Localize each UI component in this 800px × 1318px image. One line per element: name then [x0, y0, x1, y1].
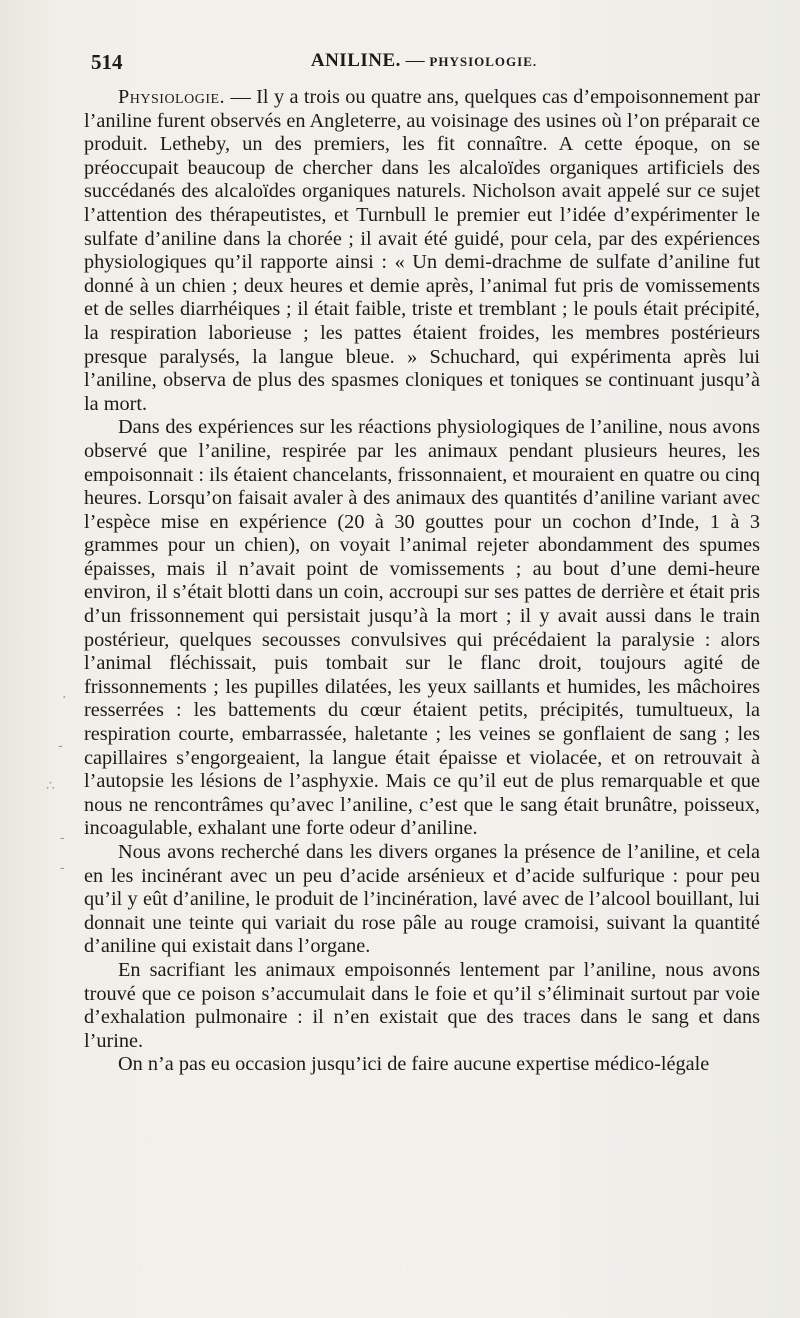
running-title: [88, 50, 760, 72]
paragraph-text: — Il y a trois ou quatre ans, quelques cas d’empoisonnement par l’aniline furent observés en Angleterre, au voisinage des usines où l’on préparait ce produit. Letheby, un des premiers, les fit connaître. A cette époque, on se préoccupait beaucoup de chercher dans les alcaloïdes organiques artificiels des succédanés des alcaloïdes organiques naturels. Nicholson avait appelé sur ce sujet l’attention des thérapeutistes, et Turnbull le premier eut l’idée d’expérimenter le sulfate d’aniline dans la chorée ; il avait été guidé, pour cela, par des expériences physiologiques qu’il rapporte ainsi : « Un demi-drachme de sulfate d’aniline fut donné à un chien ; deux heures et demie après, l’animal fut pris de vomissements et de selles diarrhéiques ; il était faible, triste et tremblant ; le pouls était précipité, la respiration laborieuse ; les pattes étaient froides, les membres postérieurs presque paralysés, la langue bleue. » Schuchard, qui expérimenta après lui l’aniline, observa de plus des spasmes cloniques et toniques se continuant jusqu’à la mort.: [84, 86, 760, 415]
paragraph-physiologie: [84, 86, 760, 416]
speck-mark: -: [58, 738, 63, 754]
body-text: [84, 86, 760, 1077]
paragraph-expertise: On n’a pas eu occasion jusqu’ici de faire aucune expertise médico-légale: [118, 1053, 710, 1076]
section-lead: Physiologie.: [118, 86, 226, 108]
running-title-main: ANILINE.: [310, 50, 401, 71]
paragraph-sacrifice: En sacrifiant les animaux empoisonnés lentement par l’aniline, nous avons trouvé que ce poison s’accumulait dans le foie et qu’il s’éliminait surtout par voie d’exhalation pulmonaire : il n’en existait que des traces dans le sang et dans l’urine.: [84, 958, 760, 1052]
running-title-separator: —: [400, 50, 430, 71]
speck-mark: ·: [62, 690, 67, 706]
running-title-sub: PHYSIOLOGIE.: [429, 54, 538, 69]
page-header: [88, 50, 760, 80]
paragraph-experiences: Dans des expériences sur les réactions physiologiques de l’aniline, nous avons observé que l’aniline, respirée par les animaux pendant plusieurs heures, les empoisonnait : ils étaient chancelants, frissonnaient, et mouraient en quatre ou cinq heures. Lorsqu’on faisait avaler à des animaux des quantités d’aniline variant avec l’espèce mise en expérience (20 à 30 gouttes pour un cochon d’Inde, 1 à 3 grammes pour un chien), on voyait l’animal rejeter abondamment des spumes épaisses, mais il n’avait point de vomissements ; au bout d’une demi-heure environ, il s’était blotti dans un coin, accroupi sur ses pattes de derrière et était pris d’un frissonnement qui persistait jusqu’à la mort ; il y avait aussi dans le train postérieur, quelques secousses convulsives qui précédaient la paralysie : alors l’animal fléchissait, puis tombait sur le flanc droit, toujours agité de frissonnements ; les pupilles dilatées, les yeux saillants et humides, les mâchoires resserrées : les battements du cœur étaient petits, précipités, tumultueux, la respiration courte, embarrassée, haletante ; les veines se gonflaient de sang ; les capillaires s’engorgeaient, la langue était épaisse et violacée, et on retrouvait à l’autopsie les lésions de l’asphyxie. Mais ce qu’il eut de plus remarquable et que nous ne rencontrâmes qu’avec l’aniline, c’est que le sang était brunâtre, poisseux, incoagulable, exhalant une forte odeur d’aniline.: [84, 416, 760, 840]
speck-mark: -: [60, 860, 65, 876]
paragraph-recherche: Nous avons recherché dans les divers organes la présence de l’aniline, et cela en les incinérant avec un peu d’acide arsénieux et d’acide sulfurique : pour peu qu’il y eût d’aniline, le produit de l’incinération, lavé avec de l’alcool bouillant, lui donnait une teinte qui variait du rose pâle au rouge cramoisi, suivant la quantité d’aniline qui existait dans l’organe.: [84, 841, 760, 958]
speck-mark: -: [60, 830, 65, 846]
page-number: 514: [91, 50, 123, 74]
speck-mark: ∴: [46, 778, 55, 794]
margin-specks: [40, 690, 80, 890]
